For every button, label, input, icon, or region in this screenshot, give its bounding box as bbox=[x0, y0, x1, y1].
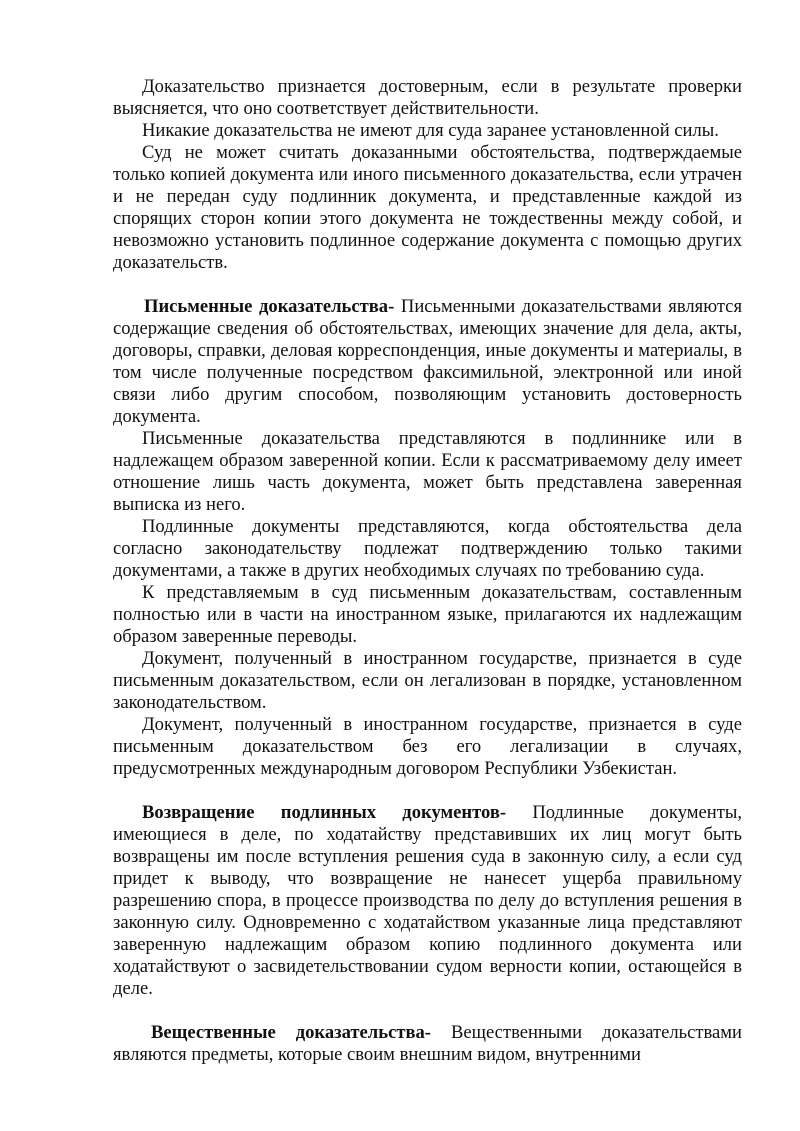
paragraph-reliability: Доказательство признается достоверным, если в результате проверки выясняется, что оно соответствует действительности. bbox=[113, 76, 742, 119]
term-written-evidence: Письменные доказательства- bbox=[144, 296, 395, 317]
term-material-evidence: Вещественные доказательства- bbox=[151, 1022, 431, 1043]
paragraph-written-definition bbox=[113, 296, 742, 428]
paragraph-originals-required: Подлинные документы представляются, когда обстоятельства дела согласно законодательству подлежат подтверждению только такими документами, а также в других необходимых случаях по требованию суда. bbox=[113, 516, 742, 581]
return-originals-text: Подлинные документы, имеющиеся в деле, по ходатайству представивших их лиц могут быть возвращены им после вступления решения суда в законную силу, а если суд придет к выводу, что возвращение не нанесет ущерба правильному разрешению спора, в процессе производства по делу до вступления решения в законную силу. Одновременно с ходатайством указанные лица представляют заверенную надлежащим образом копию подлинного документа или ходатайствуют о засвидетельствовании судом верности копии, остающейся в деле. bbox=[113, 802, 742, 999]
written-definition-text: Письменными доказательствами являются содержащие сведения об обстоятельствах, имеющих значение для дела, акты, договоры, справки, деловая корреспонденция, иные документы и материалы, в том числе полученные посредством факсимильной, электронной или иной связи либо другим способом, позволяющим установить достоверность документа. bbox=[113, 296, 742, 427]
paragraph-copies: Суд не может считать доказанными обстоятельства, подтверждаемые только копией документа или иного письменного доказательства, если утрачен и не передан суду подлинник документа, и представленные каждой из спорящих сторон копии этого документа не тождественны между собой, и невозможно установить подлинное содержание документа с помощью других доказательств. bbox=[113, 142, 742, 273]
material-evidence-text: Вещественными доказательствами являются предметы, которые своим внешним видом, внутренними bbox=[113, 1022, 742, 1065]
document-page bbox=[113, 76, 742, 1066]
paragraph-translations: К представляемым в суд письменным доказательствам, составленным полностью или в части на иностранном языке, прилагаются их надлежащим образом заверенные переводы. bbox=[113, 582, 742, 647]
paragraph-written-original-or-copy: Письменные доказательства представляются в подлиннике или в надлежащем образом заверенной копии. Если к рассматриваемому делу имеет отношение лишь часть документа, может быть представлена заверенная выписка из него. bbox=[113, 428, 742, 515]
paragraph-foreign-without-legalization: Документ, полученный в иностранном государстве, признается в суде письменным доказательством без его легализации в случаях, предусмотренных международным договором Республики Узбекистан. bbox=[113, 714, 742, 779]
paragraph-no-preset-force: Никакие доказательства не имеют для суда заранее установленной силы. bbox=[142, 120, 719, 141]
section-gap bbox=[113, 274, 742, 296]
section-gap bbox=[113, 780, 742, 802]
paragraph-return-originals bbox=[113, 802, 742, 1000]
paragraph-foreign-legalized: Документ, полученный в иностранном государстве, признается в суде письменным доказательством, если он легализован в порядке, установленном законодательством. bbox=[113, 648, 742, 713]
section-gap bbox=[113, 1000, 742, 1022]
paragraph-material-evidence bbox=[113, 1022, 742, 1066]
term-return-originals: Возвращение подлинных документов- bbox=[142, 802, 507, 823]
